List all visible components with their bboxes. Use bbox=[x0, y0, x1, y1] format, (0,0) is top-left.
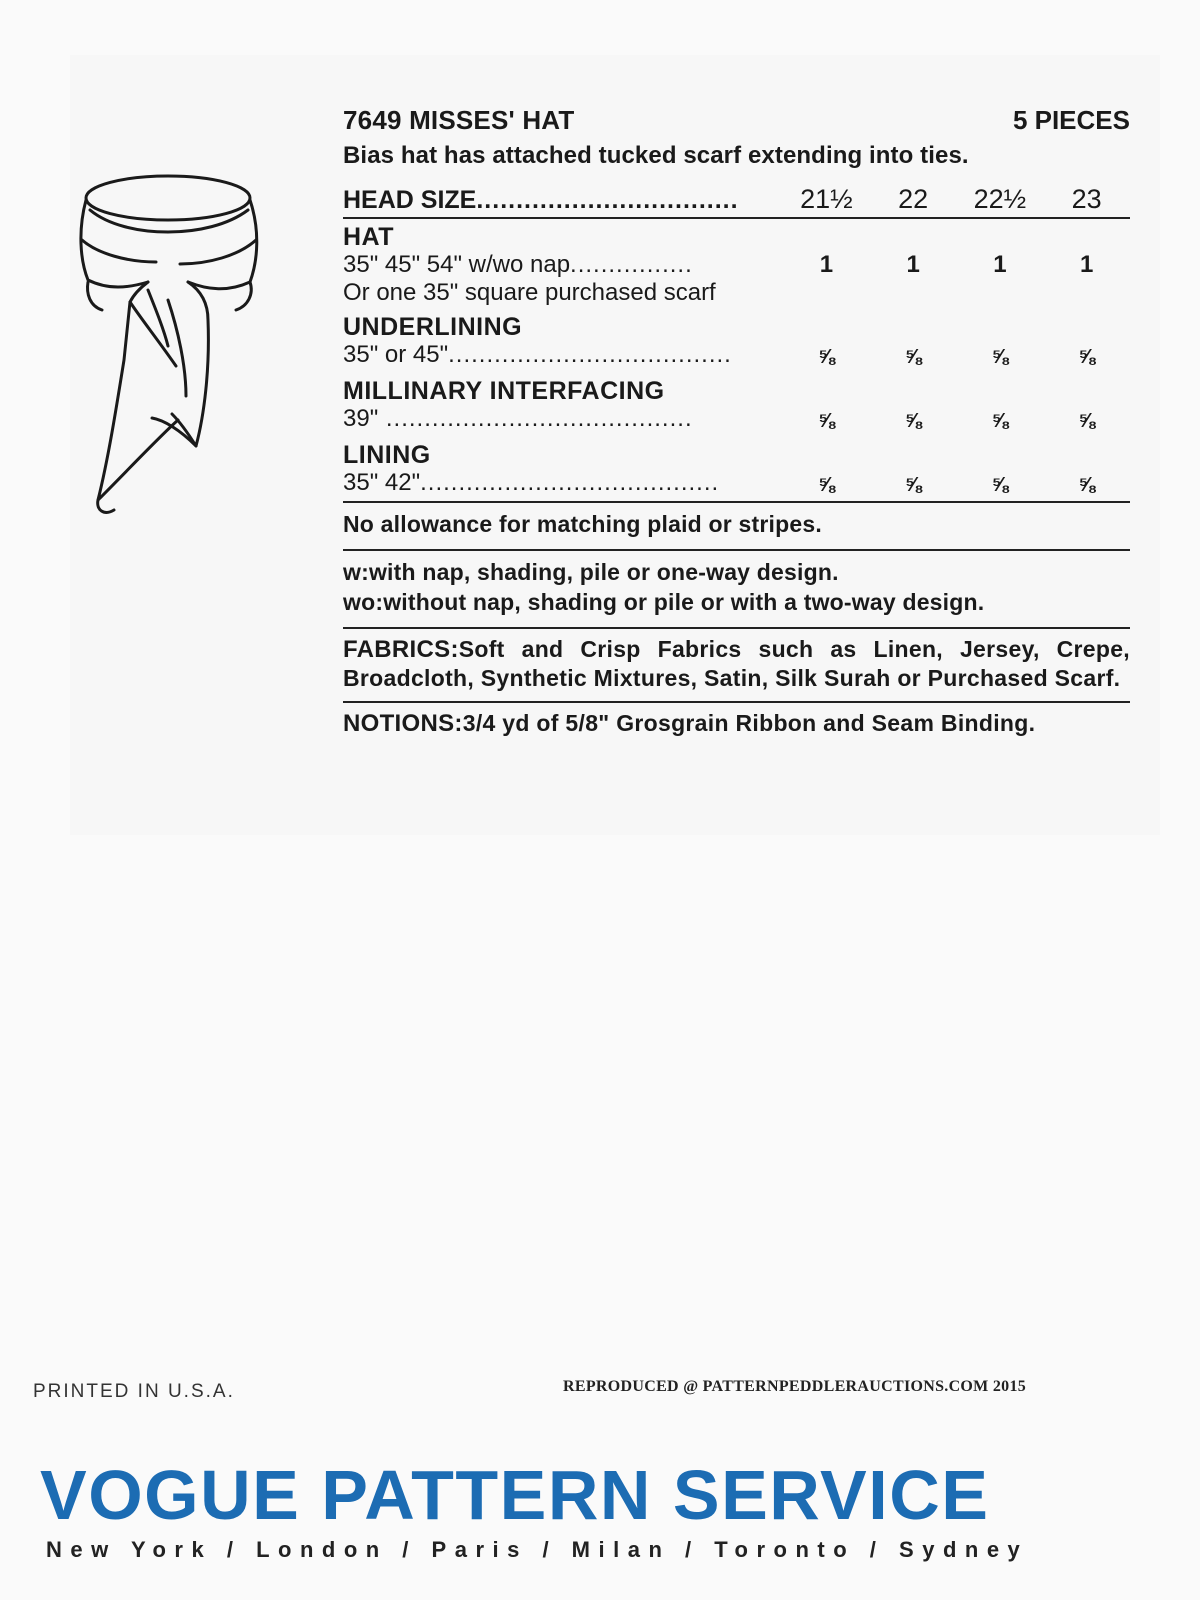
head-size-label: HEAD SIZE bbox=[343, 186, 477, 214]
amount-cell: 1 bbox=[993, 251, 1007, 278]
plaid-note: No allowance for matching plaid or stripes. bbox=[343, 503, 1130, 551]
size-cell: 23 bbox=[1071, 184, 1102, 214]
amount-cell: 1 bbox=[819, 251, 834, 278]
brand-logo-text: VOGUE PATTERN SERVICE bbox=[40, 1456, 990, 1534]
amount-cell: ⅝ bbox=[1078, 410, 1095, 432]
amount-cell: ⅝ bbox=[991, 474, 1009, 496]
hat-fabric: 35" 45" 54" w/wo nap bbox=[343, 251, 571, 278]
notions-block bbox=[343, 703, 1130, 746]
fabrics-text: Soft and Crisp Fabrics such as Linen, Jersey, Crepe, Broadcloth, Synthetic Mixtures, Satin, Silk Surah or Purchased Scarf. bbox=[343, 636, 1130, 691]
amount-cell: ⅝ bbox=[1078, 346, 1095, 368]
hat-alternative: Or one 35" square purchased scarf bbox=[343, 279, 716, 306]
hat-scarf-illustration bbox=[68, 170, 278, 520]
with-nap-note: w:with nap, shading, pile or one-way design. bbox=[343, 559, 839, 585]
fabrics-block bbox=[343, 629, 1130, 703]
amount-cell: ⅝ bbox=[818, 474, 835, 496]
amount-cell: 1 bbox=[1079, 251, 1094, 278]
lining-heading: LINING bbox=[343, 441, 431, 469]
pattern-description: Bias hat has attached tucked scarf extending into ties. bbox=[343, 142, 969, 169]
underlining-heading: UNDERLINING bbox=[343, 313, 523, 341]
brand-cities: New York / London / Paris / Milan / Toronto / Sydney bbox=[46, 1537, 1029, 1562]
lining-section: LINING 35" 42"....................................... ⅝ ⅝ ⅝ ⅝ bbox=[343, 441, 1130, 503]
size-cell: 22½ bbox=[973, 184, 1027, 214]
amount-cell: ⅝ bbox=[818, 346, 835, 368]
interfacing-heading: MILLINARY INTERFACING bbox=[343, 377, 665, 405]
notions-text: 3/4 yd of 5/8" Grosgrain Ribbon and Seam Binding. bbox=[462, 710, 1036, 736]
underlining-fabric: 35" or 45" bbox=[343, 341, 449, 368]
underlining-section: UNDERLINING 35" or 45"..................................... ⅝ ⅝ ⅝ ⅝ bbox=[343, 313, 1130, 369]
without-nap-note: wo:without nap, shading or pile or with a two-way design. bbox=[343, 589, 985, 615]
nap-notes bbox=[343, 551, 1130, 629]
lining-fabric: 35" 42" bbox=[343, 469, 421, 496]
yardage-chart bbox=[343, 105, 1130, 746]
hat-section: HAT 35" 45" 54" w/wo nap................ 1 1 1 1 Or one 35" square purchased scarf bbox=[343, 223, 1130, 307]
amount-cell: ⅝ bbox=[818, 410, 835, 432]
size-cell: 22 bbox=[898, 184, 929, 214]
amount-cell: ⅝ bbox=[904, 410, 922, 432]
interfacing-fabric: 39" bbox=[343, 405, 379, 432]
amount-cell: ⅝ bbox=[991, 410, 1009, 432]
amount-cell: ⅝ bbox=[904, 346, 922, 368]
notions-label: NOTIONS: bbox=[343, 710, 463, 737]
head-size-row: HEAD SIZE................................. 21½ 22 22½ 23 bbox=[343, 173, 1130, 219]
pattern-title: 7649 MISSES' HAT bbox=[343, 105, 575, 135]
amount-cell: 1 bbox=[906, 251, 920, 278]
amount-cell: ⅝ bbox=[991, 346, 1009, 368]
pieces-count: 5 PIECES bbox=[1012, 105, 1130, 135]
printed-in-usa: PRINTED IN U.S.A. bbox=[33, 1381, 235, 1402]
amount-cell: ⅝ bbox=[904, 474, 922, 496]
interfacing-section: MILLINARY INTERFACING 39" ........................................ ⅝ ⅝ ⅝ ⅝ bbox=[343, 377, 1130, 433]
amount-cell: ⅝ bbox=[1078, 474, 1095, 496]
hat-heading: HAT bbox=[343, 223, 395, 251]
size-cell: 21½ bbox=[800, 184, 853, 214]
fabrics-label: FABRICS: bbox=[343, 636, 459, 663]
reproduction-notice: REPRODUCED @ PATTERNPEDDLERAUCTIONS.COM 2015 bbox=[563, 1378, 1027, 1395]
